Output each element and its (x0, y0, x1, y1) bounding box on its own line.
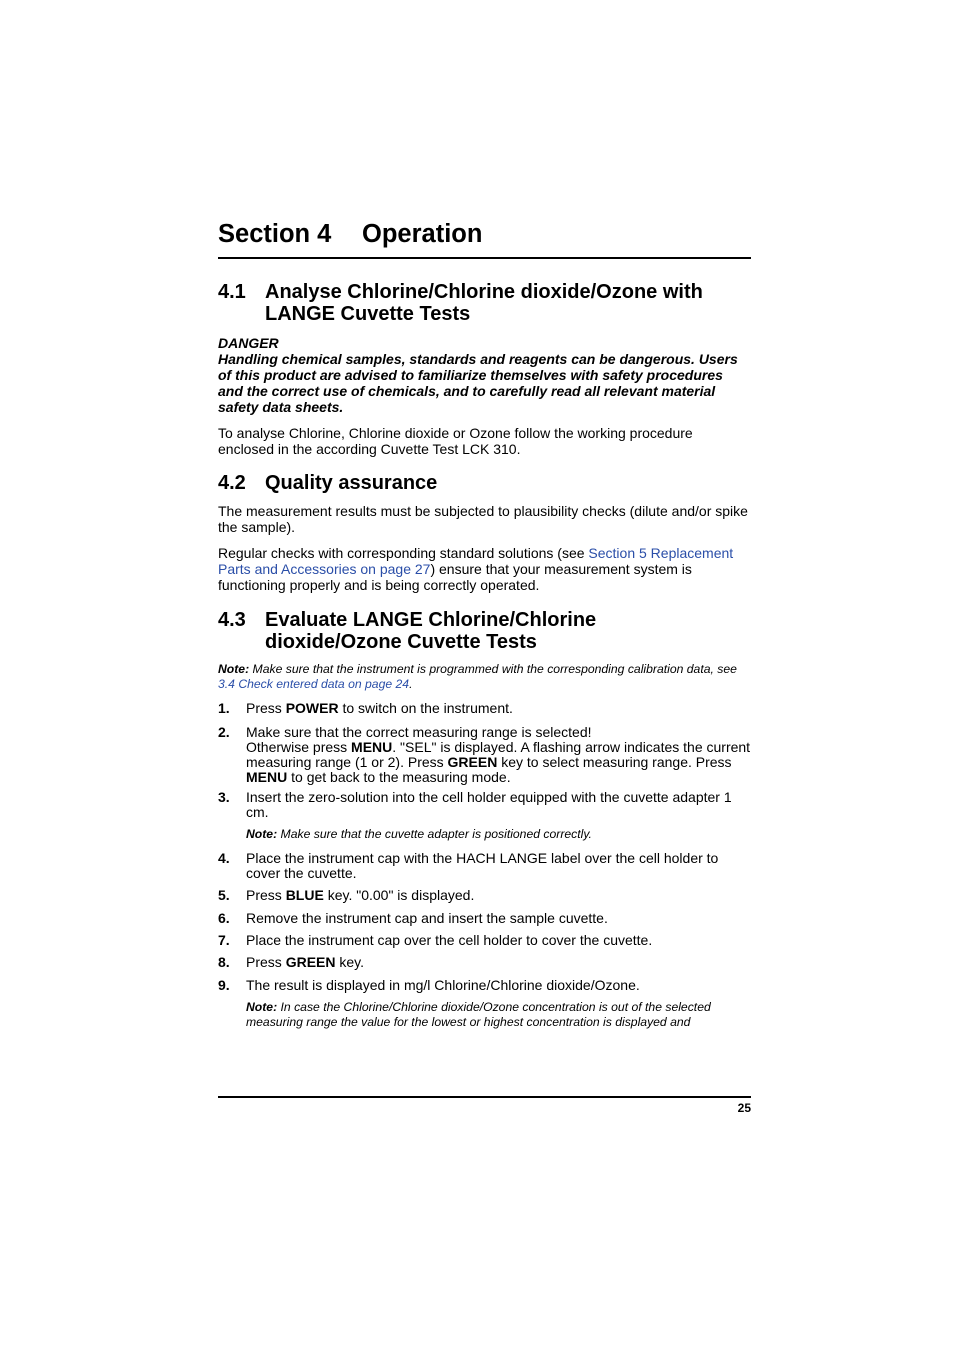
step-1 (218, 701, 751, 716)
step-text: key to select measuring range. Press (497, 754, 732, 770)
section-title-text: Operation (362, 220, 483, 248)
note-label: Note: (218, 662, 250, 676)
key-menu: MENU (351, 739, 393, 755)
key-green: GREEN (285, 954, 336, 970)
step-number: 7. (218, 932, 230, 948)
step-number: 1. (218, 700, 230, 716)
step-text: Otherwise press (246, 739, 352, 755)
paragraph-4-2-b-text: Regular checks with corresponding standard solutions (see (218, 545, 589, 561)
step-number: 5. (218, 887, 230, 903)
step-2 (218, 725, 751, 785)
step-8 (218, 955, 751, 970)
step-number: 4. (218, 850, 230, 866)
note-text: Make sure that the cuvette adapter is positioned correctly. (277, 827, 592, 841)
note-text: In case the Chlorine/Chlorine dioxide/Ozone concentration is out of the selected measuring range the value for the lowest or highest concentration is displayed and (246, 1000, 711, 1029)
heading-4-1-number: 4.1 (218, 281, 246, 303)
step-5 (218, 888, 751, 903)
key-power: POWER (285, 700, 339, 716)
paragraph-4-2-b-text-end: ) ensure that your measurement system is functioning properly and is being correctly operated. (218, 561, 692, 593)
step-3 (218, 790, 751, 820)
step-text: The result is displayed in mg/l Chlorine/Chlorine dioxide/Ozone. (246, 977, 640, 993)
danger-text: Handling chemical samples, standards and reagents can be dangerous. Users of this product are advised to familiarize themselves with safety procedures and the correct use of chemicals, and to carefully read all relevant material safety data sheets. (218, 351, 738, 415)
step-text: Place the instrument cap with the HACH LANGE label over the cell holder to cover the cuvette. (246, 850, 719, 881)
step-text: key. "0.00" is displayed. (323, 887, 475, 903)
step-text: Make sure that the correct measuring range is selected! (246, 724, 592, 740)
step-text: . "SEL" is displayed. A flashing arrow indicates the current measuring range (1 or 2). Press (246, 739, 751, 770)
step-text: key. (335, 954, 365, 970)
section-number: Section 4 (218, 220, 332, 248)
step-7 (218, 933, 751, 948)
step-number: 2. (218, 724, 230, 740)
key-menu: MENU (246, 769, 288, 785)
step-6 (218, 911, 751, 926)
note-out-of-range (246, 1000, 751, 1029)
note-label: Note: (246, 1000, 278, 1014)
note-end: . (409, 676, 413, 691)
paragraph-4-2-b (218, 545, 751, 593)
footer-rule (218, 1096, 751, 1098)
step-number: 6. (218, 910, 230, 926)
heading-4-3-number: 4.3 (218, 609, 246, 631)
heading-4-2-title: Quality assurance (265, 472, 438, 494)
section-5-link[interactable]: Section 5 Replacement Parts and Accessories on page 27 (218, 545, 734, 577)
paragraph-4-2-a: The measurement results must be subjected to plausibility checks (dilute and/or spike the sample). (218, 503, 748, 535)
section-title (218, 215, 751, 259)
heading-4-2-number: 4.2 (218, 472, 246, 494)
page-number: 25 (737, 1101, 751, 1115)
step-text: Press (246, 887, 286, 903)
step-text: Remove the instrument cap and insert the sample cuvette. (246, 910, 608, 926)
step-4 (218, 851, 751, 881)
key-green: GREEN (447, 754, 498, 770)
step-text: to get back to the measuring mode. (287, 769, 511, 785)
step-text: to switch on the instrument. (338, 700, 513, 716)
note-cuvette-adapter (246, 827, 751, 842)
note-calibration (218, 662, 751, 691)
heading-4-1 (218, 281, 751, 325)
paragraph-4-1: To analyse Chlorine, Chlorine dioxide or Ozone follow the working procedure enclosed in the according Cuvette Test LCK 310. (218, 425, 693, 457)
step-text: Place the instrument cap over the cell holder to cover the cuvette. (246, 932, 653, 948)
step-text: Press (246, 700, 286, 716)
heading-4-3-title: Evaluate LANGE Chlorine/Chlorine dioxide/Ozone Cuvette Tests (265, 609, 597, 653)
check-entered-data-link[interactable]: 3.4 Check entered data on page 24 (218, 676, 410, 691)
heading-4-3 (218, 609, 751, 653)
heading-4-2 (218, 472, 751, 494)
step-text: Press (246, 954, 286, 970)
step-number: 3. (218, 789, 230, 805)
heading-4-1-title: Analyse Chlorine/Chlorine dioxide/Ozone with LANGE Cuvette Tests (265, 281, 703, 325)
note-label: Note: (246, 827, 278, 841)
note-text: Make sure that the instrument is programmed with the corresponding calibration data, see (249, 662, 737, 676)
step-9 (218, 978, 751, 993)
step-number: 8. (218, 954, 230, 970)
key-blue: BLUE (285, 887, 324, 903)
step-number: 9. (218, 977, 230, 993)
danger-heading: DANGER (218, 335, 279, 351)
step-text: Insert the zero-solution into the cell holder equipped with the cuvette adapter 1 cm. (246, 789, 732, 820)
